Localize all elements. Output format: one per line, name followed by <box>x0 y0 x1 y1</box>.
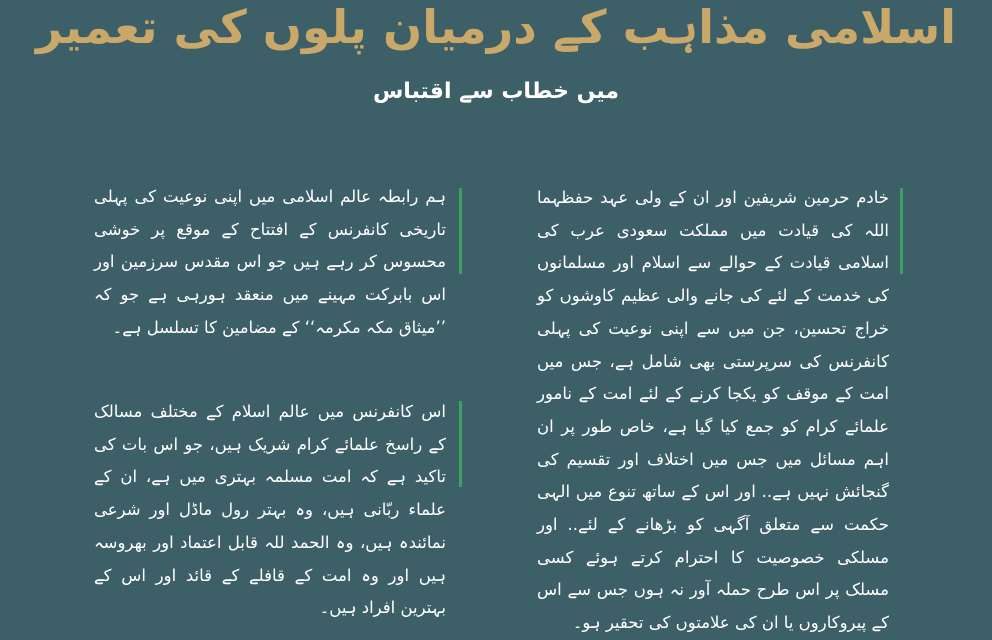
right-column-paragraph: خادم حرمین شریفین اور ان کے ولی عہد حفظہما اللہ کی قیادت میں مملکت سعودی عرب کی اسلامی قیادت کے حوالے سے اسلام اور مسلمانوں کی خدمت کے لئے کی جانے والی عظیم کاوشوں کو خراج تحسین، جن میں سے اپنی نوعیت کی پہلی کانفرنس کی سرپرستی بھی شامل ہے، جس میں امت کے موقف کو یکجا کرنے کے لئے امت کے نامور علمائے کرام کو جمع کیا گیا ہے، خاص طور پر ان اہم مسائل میں جس میں اختلاف اور تقسیم کی گنجائش نہیں ہے.. اور اس کے ساتھ تنوع میں الہی حکمت سے متعلق آگہی کو بڑھانے کے لئے.. اور مسلکی خصوصیت کا احترام کرتے ہوئے کسی مسلک پر اس طرح حملہ آور نہ ہوں جس سے اس کے پیروکاروں یا ان کی علامتوں کی تحقیر ہو۔ <box>537 188 889 633</box>
accent-rule-right <box>900 188 903 274</box>
left-column-paragraph-1: ہم رابطہ عالم اسلامی میں اپنی نوعیت کی پہلی تاریخی کانفرنس کے افتتاح کے موقع پر خوشی محسوس کر رہے ہیں جو اس مقدس سرزمین اور اس بابرکت مہینے میں منعقد ہورہی ہے جو کہ ’’میثاق مکہ مکرمہ‘‘ کے مضامین کا تسلسل ہے۔ <box>94 187 446 337</box>
page-title: اسلامی مذاہب کے درمیان پلوں کی تعمیر <box>36 0 956 54</box>
accent-rule-left-top <box>459 188 462 274</box>
accent-rule-left-bottom <box>459 401 462 487</box>
page-subtitle: میں خطاب سے اقتباس <box>372 79 620 104</box>
left-column-paragraph-2: اس کانفرنس میں عالم اسلام کے مختلف مسالک کے راسخ علمائے کرام شریک ہیں، جو اس بات کی تاکید ہے کہ امت مسلمہ بہتری میں ہے، ان کے علماء ربّانی ہیں، وہ بہتر رول ماڈل اور شرعی نمائندہ ہیں، وہ الحمد للہ قابل اعتماد اور بھروسہ ہیں اور وہ امت کے قافلے کے قائد اور اس کے بہترین افراد ہیں۔ <box>94 402 446 618</box>
